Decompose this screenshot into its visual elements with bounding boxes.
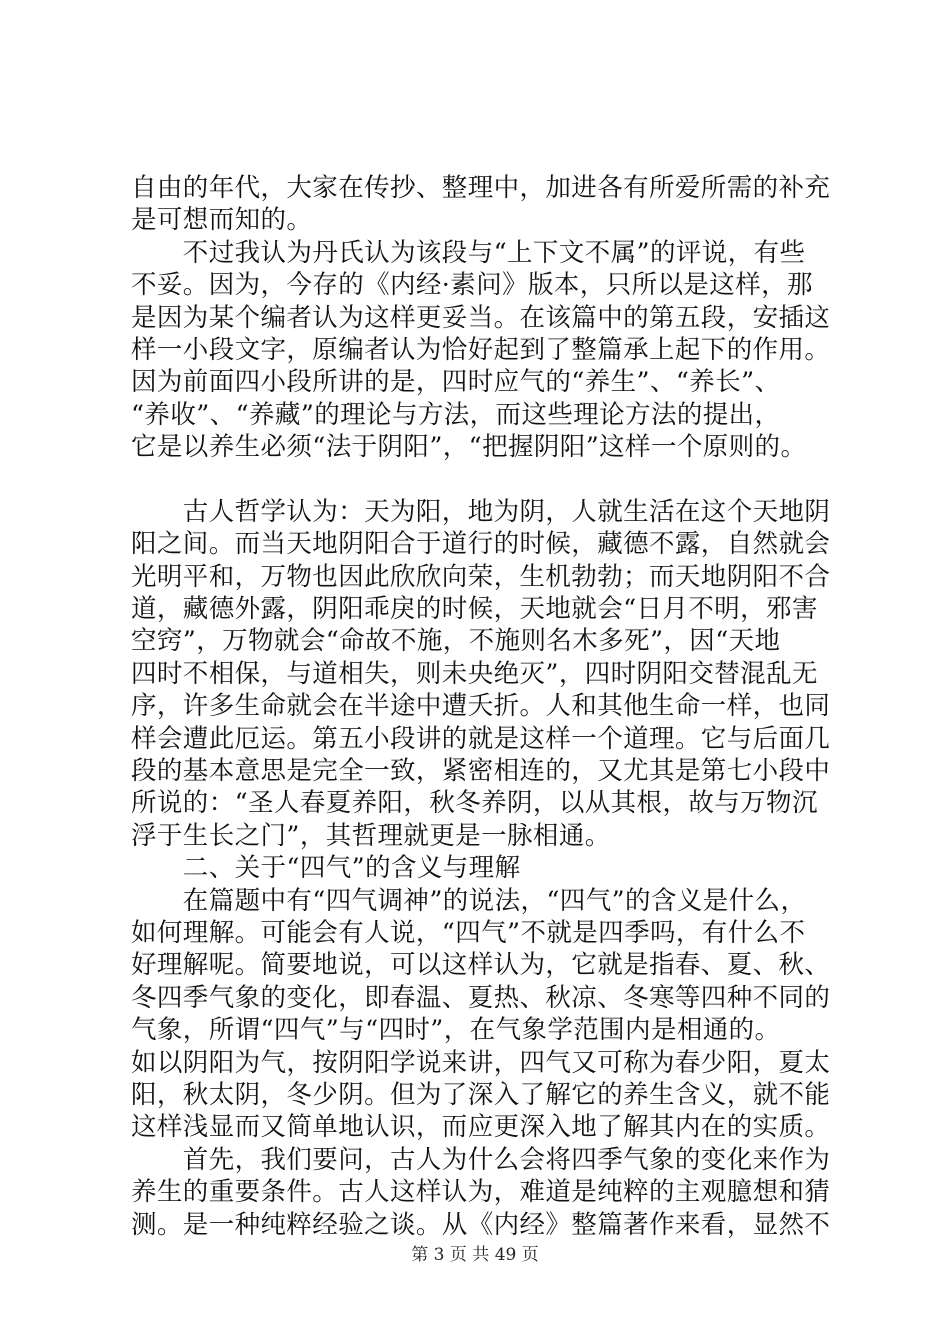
text-line: 是因为某个编者认为这样更妥当。在该篇中的第五段，安插这 <box>131 302 831 333</box>
text-line: 不妥。因为，今存的《内经·素问》版本，只所以是这样，那 <box>131 270 813 301</box>
text-line: 序，许多生命就会在半途中遭夭折。人和其他生命一样，也同 <box>131 691 831 722</box>
text-line: 这样浅显而又简单地认识，而应更深入地了解其内在的实质。 <box>131 1112 831 1143</box>
text-line: 古人哲学认为：天为阳，地为阴，人就生活在这个天地阴 <box>131 496 831 527</box>
text-line: 浮于生长之门”，其哲理就更是一脉相通。 <box>131 820 611 851</box>
paragraph-gap <box>131 464 831 496</box>
text-line: 在篇题中有“四气调神”的说法，“四气”的含义是什么， <box>131 885 807 916</box>
text-line: 样会遭此厄运。第五小段讲的就是这样一个道理。它与后面几 <box>131 723 831 754</box>
text-line: 所说的：“圣人春夏养阳，秋冬养阴，以从其根，故与万物沉 <box>131 788 818 819</box>
text-line: 是可想而知的。 <box>131 205 313 236</box>
text-line: 如何理解。可能会有人说，“四气”不就是四季吗，有什么不 <box>131 917 806 948</box>
text-line: 四时不相保，与道相失，则未央绝灭”，四时阴阳交替混乱无 <box>131 658 818 689</box>
text-line: “养收”、“养藏”的理论与方法，而这些理论方法的提出， <box>131 399 781 430</box>
text-line: 道，藏德外露，阴阳乖戾的时候，天地就会“日月不明，邪害 <box>131 594 818 625</box>
text-line: 光明平和，万物也因此欣欣向荣，生机勃勃；而天地阴阳不合 <box>131 561 831 592</box>
text-line: 自由的年代，大家在传抄、整理中，加进各有所爱所需的补充 <box>131 173 831 203</box>
text-line: 如以阴阳为气，按阴阳学说来讲，四气又可称为春少阳，夏太 <box>131 1047 831 1078</box>
text-line: 段的基本意思是完全一致，紧密相连的，又尤其是第七小段中 <box>131 756 831 787</box>
document-body <box>131 172 831 1241</box>
text-line: 气象，所谓“四气”与“四时”，在气象学范围内是相通的。 <box>131 1015 781 1046</box>
text-line: 养生的重要条件。古人这样认为，难道是纯粹的主观臆想和猜 <box>131 1177 831 1208</box>
text-line: 不过我认为丹氏认为该段与“上下文不属”的评说，有些 <box>131 237 806 268</box>
text-line: 样一小段文字，原编者认为恰好起到了整篇承上起下的作用。 <box>131 334 831 365</box>
text-line: 它是以养生必须“法于阴阳”，“把握阴阳”这样一个原则的。 <box>131 432 807 463</box>
text-line: 二、关于“四气”的含义与理解 <box>131 853 521 884</box>
text-line: 阳之间。而当天地阴阳合于道行的时候，藏德不露，自然就会 <box>131 529 831 560</box>
text-line: 测。是一种纯粹经验之谈。从《内经》整篇著作来看，显然不 <box>131 1209 831 1240</box>
text-line: 阳，秋太阴，冬少阴。但为了深入了解它的养生含义，就不能 <box>131 1079 831 1110</box>
text-line: 好理解呢。简要地说，可以这样认为，它就是指春、夏、秋、 <box>131 950 831 981</box>
text-line: 首先，我们要问，古人为什么会将四季气象的变化来作为 <box>131 1144 831 1175</box>
page-footer: 第 3 页 共 49 页 <box>411 1245 539 1265</box>
text-line: 空窍”，万物就会“命故不施，不施则名木多死”，因“天地 <box>131 626 781 657</box>
text-line: 因为前面四小段所讲的是，四时应气的“养生”、“养长”、 <box>131 367 781 398</box>
text-line: 冬四季气象的变化，即春温、夏热、秋凉、冬寒等四种不同的 <box>131 982 831 1013</box>
